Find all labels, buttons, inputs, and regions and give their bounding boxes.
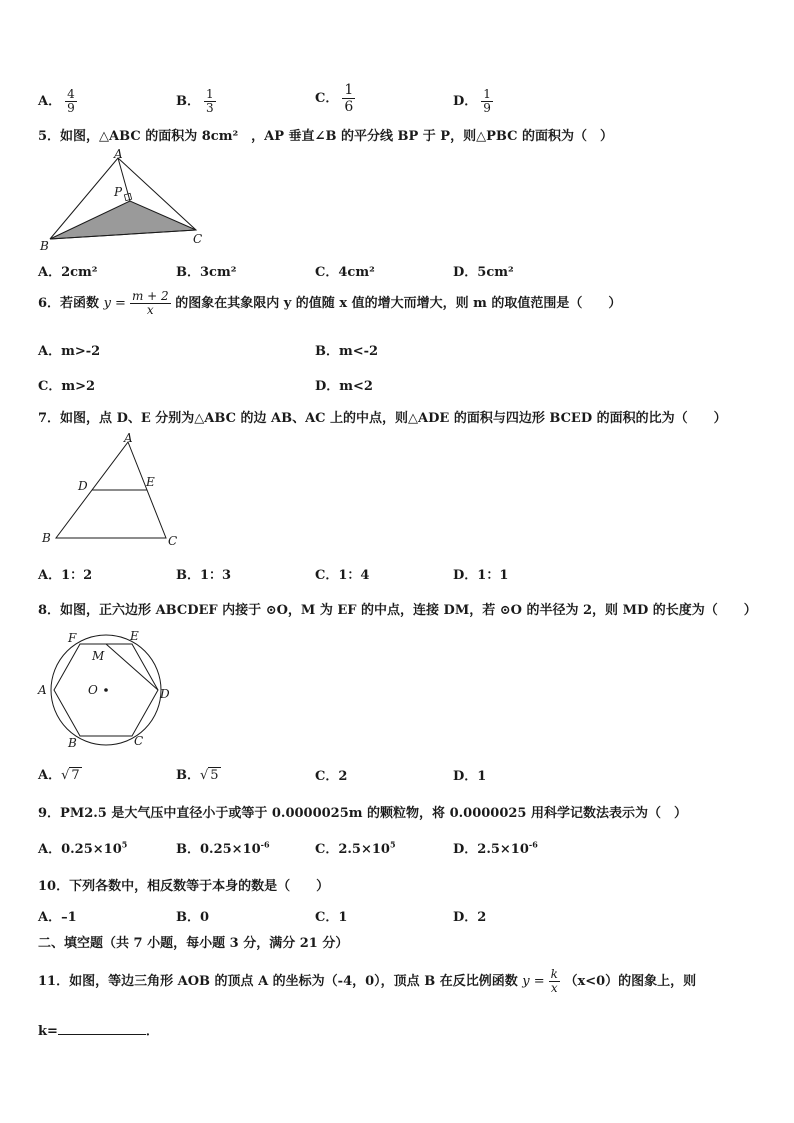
- q7-stem: 7．如图，点 D、E 分别为△ABC 的边 AB、AC 上的中点，则△ADE 的面积与四边形 BCED 的面积的比为（ ）: [38, 411, 727, 426]
- q10-option-a[interactable]: A．–1: [38, 910, 77, 925]
- q5-figure: [38, 146, 218, 254]
- label-e: E: [130, 629, 139, 643]
- fraction: $\frac{1}{3}$: [206, 87, 214, 115]
- label-m: M: [92, 649, 105, 663]
- function-fraction: $\frac{k}{x}$: [550, 967, 558, 995]
- section-heading: 二、填空题（共 7 小题，每小题 3 分，满分 21 分）: [38, 936, 349, 951]
- q8-option-a[interactable]: A．√ 7: [38, 768, 80, 783]
- label-p: P: [114, 185, 123, 199]
- q4-option-a[interactable]: A． $\frac{4}{9}$: [38, 87, 75, 115]
- q8-option-c[interactable]: C．2: [315, 769, 348, 784]
- label-a: A: [38, 683, 47, 697]
- q7-figure: [38, 430, 188, 550]
- label-c: C: [134, 734, 144, 748]
- q5-option-a[interactable]: A．2cm²: [38, 265, 98, 280]
- label-a: A: [124, 431, 133, 445]
- fraction: $\frac{1}{6}$: [344, 82, 354, 115]
- sqrt-symbol: √ 7: [61, 768, 80, 783]
- label-b: B: [68, 736, 77, 750]
- label-d: D: [160, 687, 170, 701]
- q7-option-a[interactable]: A．1：2: [38, 568, 93, 583]
- q9-option-c[interactable]: C．$2.5\times 10^5$: [315, 839, 396, 857]
- q10-option-d[interactable]: D．2: [453, 910, 487, 925]
- label-e: E: [146, 475, 155, 489]
- q10-stem: 10．下列各数中，相反数等于本身的数是（ ）: [38, 879, 330, 894]
- sqrt-symbol: √ 5: [200, 768, 219, 783]
- q4-option-c[interactable]: C． $\frac{1}{6}$: [315, 82, 354, 115]
- q8-figure: [36, 624, 186, 754]
- q9-option-d[interactable]: D．$2.5\times 10^{-6}$: [453, 839, 538, 857]
- label-c: C: [193, 232, 203, 246]
- q9-stem: 9．PM2.5 是大气压中直径小于或等于 0.0000025m 的颗粒物，将 0.0000025 用科学记数法表示为（ ）: [38, 806, 687, 821]
- label-b: B: [40, 239, 49, 253]
- q10-option-b[interactable]: B．0: [176, 910, 210, 925]
- q11-answer-line: k= ．: [38, 1024, 159, 1039]
- label-b: B: [42, 531, 51, 545]
- fraction: $\frac{1}{9}$: [483, 87, 491, 115]
- q5-stem: 5．如图，△ABC 的面积为 8cm² ，AP 垂直∠B 的平分线 BP 于 P，则△PBC 的面积为（ ）: [38, 129, 613, 144]
- q8-stem: 8．如图，正六边形 ABCDEF 内接于 ⊙O，M 为 EF 的中点，连接 DM，若 ⊙O 的半径为 2，则 MD 的长度为（ ）: [38, 603, 757, 618]
- q5-option-c[interactable]: C．4cm²: [315, 265, 375, 280]
- q8-option-b[interactable]: B．√ 5: [176, 768, 219, 783]
- label-o: O: [88, 683, 98, 697]
- q6-stem: 6．若函数 y = $\frac{m + 2}{x}$ 的图象在其象限内 y 的值随 x 值的增大而增大，则 m 的取值范围是（ ）: [38, 289, 622, 317]
- q7-option-d[interactable]: D．1：1: [453, 568, 509, 583]
- q8-option-d[interactable]: D．1: [453, 769, 487, 784]
- function-fraction: $\frac{m + 2}{x}$: [131, 289, 169, 317]
- q9-option-b[interactable]: B．$0.25\times 10^{-6}$: [176, 839, 270, 857]
- q6-option-c[interactable]: C．m>2: [38, 379, 96, 394]
- label-f: F: [68, 631, 77, 645]
- q4-option-d[interactable]: D． $\frac{1}{9}$: [453, 87, 491, 115]
- q5-option-d[interactable]: D．5cm²: [453, 265, 514, 280]
- q9-option-a[interactable]: A．$0.25\times 10^5$: [38, 839, 128, 857]
- q11-stem: 11．如图，等边三角形 AOB 的顶点 A 的坐标为（-4，0），顶点 B 在反比例函数 y = $\frac{k}{x}$ （x<0）的图象上，则: [38, 967, 697, 995]
- q6-option-a[interactable]: A．m>-2: [38, 344, 101, 359]
- answer-blank[interactable]: [58, 1022, 146, 1035]
- label-d: D: [78, 479, 88, 493]
- q10-option-c[interactable]: C．1: [315, 910, 348, 925]
- q6-option-b[interactable]: B．m<-2: [315, 344, 379, 359]
- q5-option-b[interactable]: B．3cm²: [176, 265, 237, 280]
- fraction: $\frac{4}{9}$: [67, 87, 75, 115]
- label-c: C: [168, 534, 178, 548]
- q4-option-b[interactable]: B． $\frac{1}{3}$: [176, 87, 214, 115]
- label-a: A: [114, 147, 123, 161]
- q7-option-b[interactable]: B．1：3: [176, 568, 232, 583]
- q7-option-c[interactable]: C．1：4: [315, 568, 370, 583]
- q6-option-d[interactable]: D．m<2: [315, 379, 373, 394]
